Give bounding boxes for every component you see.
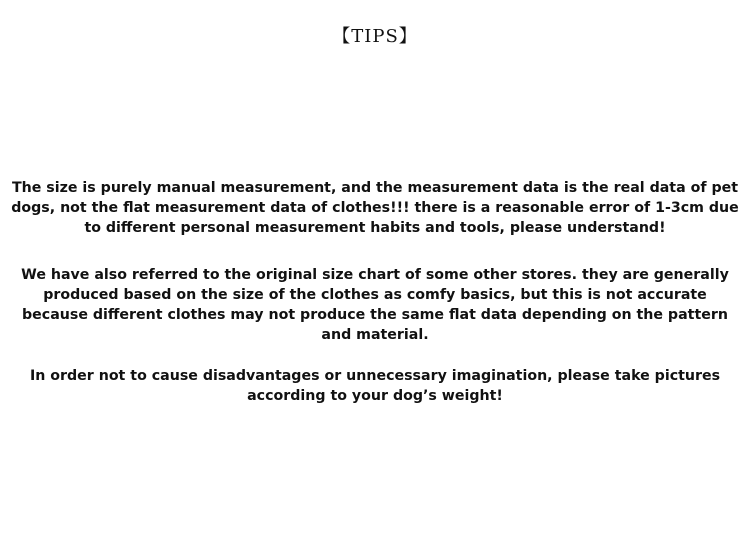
tips-paragraph-weight: In order not to cause disadvantages or unnecessary imagination, please take pictures according to your dog’s weight!: [29, 368, 721, 404]
tips-content: [10, 178, 740, 406]
page-title: 【TIPS】: [332, 26, 418, 47]
tips-paragraph-size-chart: We have also referred to the original size chart of some other stores. they are generally produced based on the size of the clothes as comfy basics, but this is not accurate because different clothes may not produce the same flat data depending on the pattern and material.: [21, 267, 729, 343]
tips-paragraph-measurement: The size is purely manual measurement, and the measurement data is the real data of pet dogs, not the flat measurement data of clothes!!! there is a reasonable error of 1-3cm due to different personal measurement habits and tools, please understand!: [11, 180, 739, 236]
